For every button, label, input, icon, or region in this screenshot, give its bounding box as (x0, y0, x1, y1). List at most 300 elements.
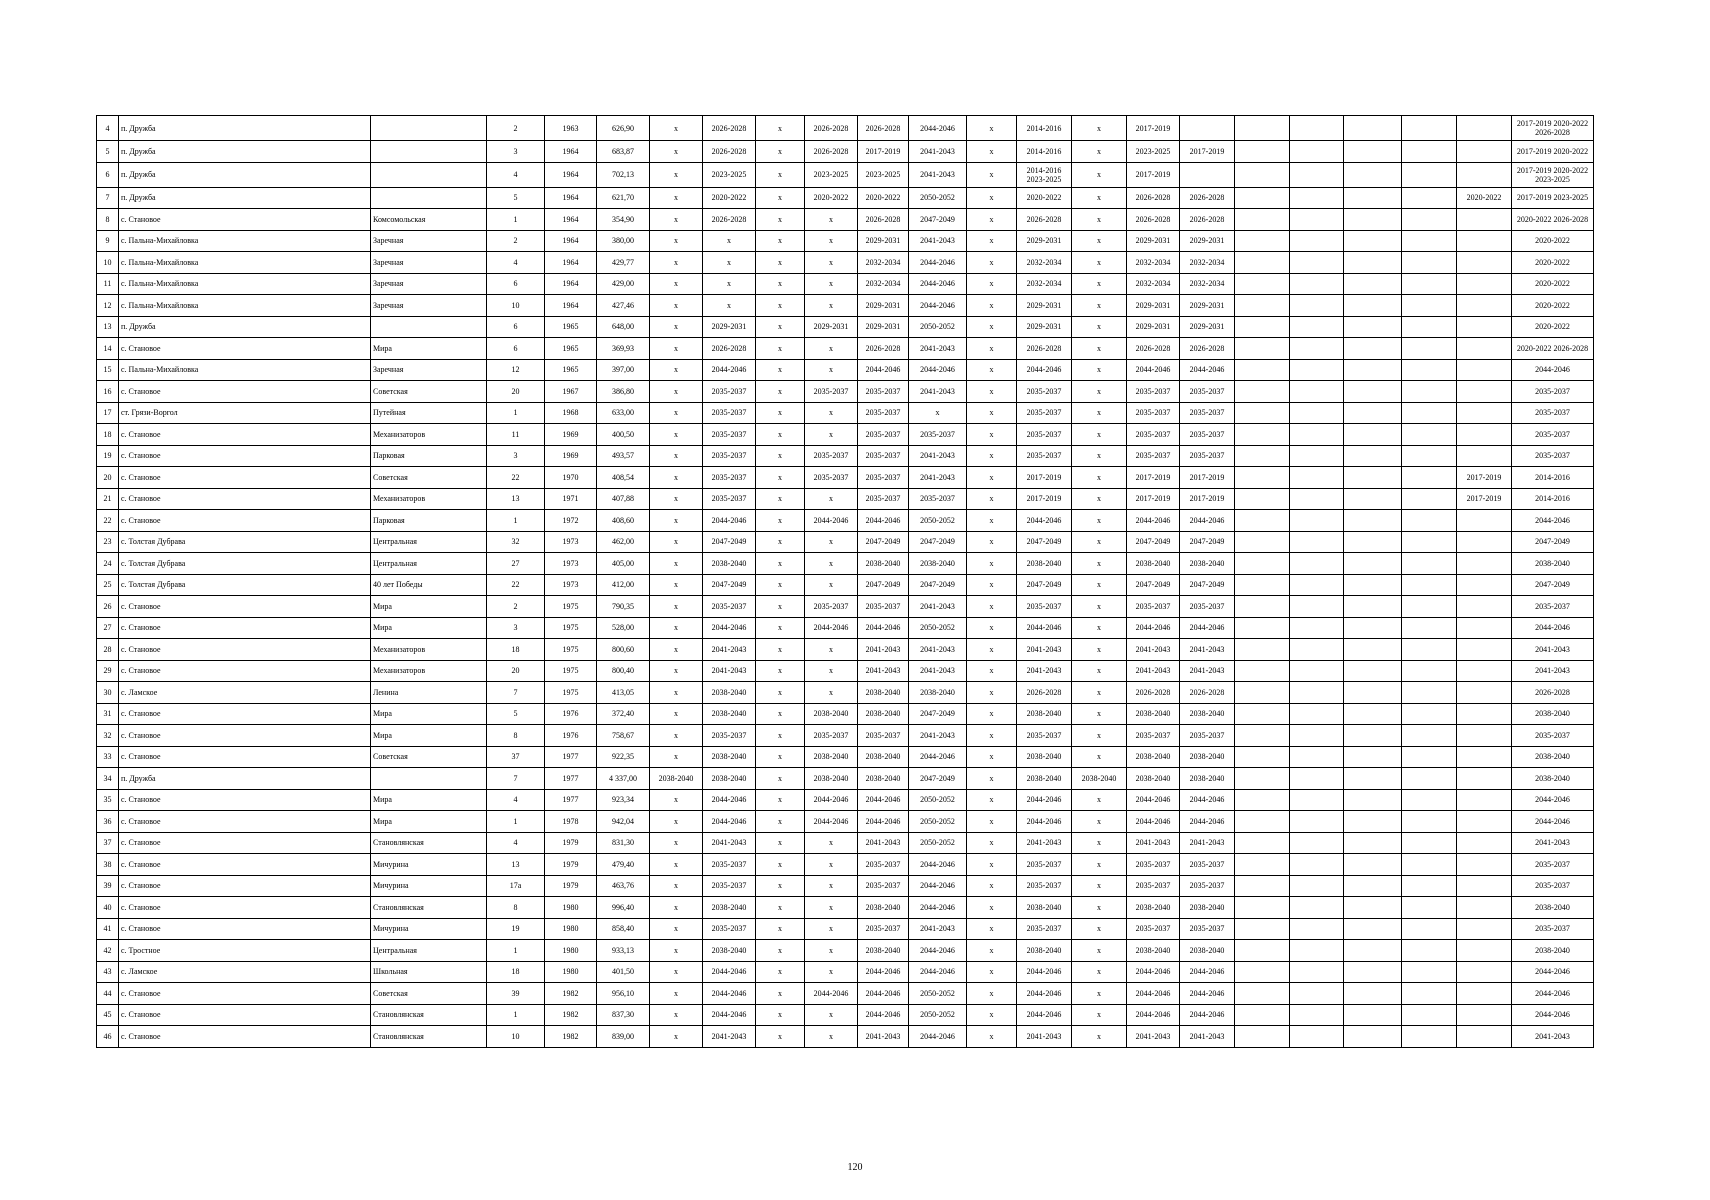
table-cell: х (756, 230, 805, 252)
table-cell: Парковая (371, 445, 487, 467)
table-cell: 2038-2040 (1180, 703, 1235, 725)
table-cell (1344, 359, 1402, 381)
table-cell: х (1072, 703, 1127, 725)
table-cell: 2044-2046 (1180, 811, 1235, 833)
table-cell: х (1072, 116, 1127, 141)
table-cell: х (650, 141, 703, 163)
table-cell (1290, 116, 1344, 141)
table-cell: 408,60 (597, 510, 650, 532)
table-cell: 22 (487, 467, 545, 489)
table-cell: Мира (371, 811, 487, 833)
table-cell: 405,00 (597, 553, 650, 575)
table-cell: 2047-2049 (703, 574, 756, 596)
table-cell: 2035-2037 (1512, 424, 1594, 446)
table-cell: 2044-2046 (909, 295, 967, 317)
table-cell: х (967, 1026, 1017, 1048)
table-cell: 2026-2028 (858, 209, 909, 231)
table-cell (1290, 811, 1344, 833)
table-cell: 2014-2016 (1017, 116, 1072, 141)
table-cell (1235, 811, 1290, 833)
table-cell: 2044-2046 (858, 1004, 909, 1026)
table-row (97, 116, 1594, 141)
table-cell: х (1072, 162, 1127, 187)
table-cell: с. Становое (119, 746, 371, 768)
table-cell: 2044-2046 (1017, 510, 1072, 532)
table-cell: 20 (97, 467, 119, 489)
table-cell: х (650, 703, 703, 725)
table-cell: х (805, 574, 858, 596)
table-cell: 2038-2040 (1017, 553, 1072, 575)
table-cell: х (756, 488, 805, 510)
table-cell: 2044-2046 (703, 961, 756, 983)
table-cell (1344, 961, 1402, 983)
table-cell: 2032-2034 (1180, 273, 1235, 295)
table-cell: 1 (487, 510, 545, 532)
table-cell: х (909, 402, 967, 424)
table-cell: 2026-2028 (703, 209, 756, 231)
table-cell (1235, 961, 1290, 983)
table-cell (1402, 1026, 1457, 1048)
table-cell: х (967, 445, 1017, 467)
table-cell: 758,67 (597, 725, 650, 747)
table-cell (1457, 295, 1512, 317)
table-cell (1402, 639, 1457, 661)
table-cell: 2038-2040 (1180, 746, 1235, 768)
table-cell: 2026-2028 (1127, 209, 1180, 231)
table-row (97, 768, 1594, 790)
table-cell: 528,00 (597, 617, 650, 639)
table-cell: 4 (487, 252, 545, 274)
table-cell: х (967, 574, 1017, 596)
table-cell: с. Становое (119, 660, 371, 682)
table-cell: х (756, 316, 805, 338)
table-cell: 2047-2049 (858, 574, 909, 596)
table-row (97, 402, 1594, 424)
table-cell: 1964 (545, 295, 597, 317)
table-row (97, 273, 1594, 295)
table-cell: 2 (487, 116, 545, 141)
table-cell: х (650, 273, 703, 295)
table-cell: с. Пальна-Михайловка (119, 273, 371, 295)
table-cell: х (756, 574, 805, 596)
table-cell: х (805, 918, 858, 940)
table-cell: 2035-2037 (858, 488, 909, 510)
table-cell: 2038-2040 (1180, 553, 1235, 575)
table-cell: 2035-2037 (858, 918, 909, 940)
table-cell (1290, 338, 1344, 360)
table-row (97, 703, 1594, 725)
table-cell: х (1072, 510, 1127, 532)
table-cell: 10 (487, 1026, 545, 1048)
table-cell (1290, 295, 1344, 317)
table-cell: с. Становое (119, 1004, 371, 1026)
table-cell: х (650, 940, 703, 962)
table-cell: х (805, 1004, 858, 1026)
table-cell (1290, 162, 1344, 187)
table-cell (1402, 209, 1457, 231)
table-cell: 2041-2043 (909, 445, 967, 467)
table-cell: 2038-2040 (650, 768, 703, 790)
table-cell: х (967, 402, 1017, 424)
table-cell (1344, 574, 1402, 596)
table-cell (1402, 510, 1457, 532)
table-cell: х (650, 381, 703, 403)
table-row (97, 639, 1594, 661)
table-cell (1457, 381, 1512, 403)
table-cell: 2044-2046 (858, 617, 909, 639)
table-cell: 2032-2034 (1127, 252, 1180, 274)
table-cell: х (967, 359, 1017, 381)
table-cell: х (650, 682, 703, 704)
table-cell (1235, 510, 1290, 532)
table-cell: х (1072, 445, 1127, 467)
table-cell: с. Становое (119, 875, 371, 897)
table-cell: Мира (371, 596, 487, 618)
table-cell: 17 (97, 402, 119, 424)
table-cell (1290, 467, 1344, 489)
table-cell: 2044-2046 (1180, 510, 1235, 532)
table-cell (1457, 445, 1512, 467)
table-cell: 2029-2031 (1180, 295, 1235, 317)
table-cell: 2044-2046 (909, 854, 967, 876)
table-cell: 2044-2046 (909, 252, 967, 274)
table-cell (1235, 445, 1290, 467)
table-cell: 1964 (545, 273, 597, 295)
table-cell (1457, 746, 1512, 768)
table-cell (1290, 141, 1344, 163)
table-cell: Мира (371, 789, 487, 811)
table-cell: с. Становое (119, 488, 371, 510)
table-cell: 25 (97, 574, 119, 596)
table-cell: х (756, 187, 805, 209)
table-cell: х (650, 295, 703, 317)
table-cell (1457, 789, 1512, 811)
table-cell: х (967, 811, 1017, 833)
table-cell: с. Становое (119, 467, 371, 489)
table-cell: х (967, 897, 1017, 919)
table-cell (1235, 574, 1290, 596)
table-cell: 2017-2019 (1180, 488, 1235, 510)
table-cell: 2017-2019 (1127, 116, 1180, 141)
table-cell: 39 (97, 875, 119, 897)
table-cell: 2035-2037 (858, 725, 909, 747)
table-cell: 1973 (545, 553, 597, 575)
table-cell: 2041-2043 (1180, 660, 1235, 682)
table-cell: 2032-2034 (858, 252, 909, 274)
table-cell: 2038-2040 (909, 553, 967, 575)
table-cell: 2035-2037 (805, 467, 858, 489)
table-cell: с. Становое (119, 209, 371, 231)
table-cell: 2035-2037 (1127, 445, 1180, 467)
table-cell: с. Становое (119, 424, 371, 446)
table-cell: 2014-2016 2023-2025 (1017, 162, 1072, 187)
table-cell (1402, 768, 1457, 790)
table-cell (1402, 875, 1457, 897)
table-cell: 2035-2037 (703, 875, 756, 897)
table-cell: х (967, 488, 1017, 510)
table-cell: х (967, 789, 1017, 811)
table-cell: 2035-2037 (858, 402, 909, 424)
table-cell: 386,80 (597, 381, 650, 403)
table-cell: 2017-2019 (1017, 488, 1072, 510)
table-cell: 2038-2040 (858, 768, 909, 790)
table-cell: 2035-2037 (1127, 918, 1180, 940)
table-cell: с. Толстая Дубрава (119, 553, 371, 575)
table-cell (1402, 725, 1457, 747)
table-cell: 2038-2040 (1127, 940, 1180, 962)
table-cell: 2044-2046 (858, 811, 909, 833)
table-cell: х (756, 811, 805, 833)
table-cell: 2026-2028 (703, 141, 756, 163)
table-cell (1235, 402, 1290, 424)
table-cell: 2035-2037 (1017, 445, 1072, 467)
table-cell: х (805, 961, 858, 983)
table-cell: 1969 (545, 445, 597, 467)
table-cell: 39 (487, 983, 545, 1005)
table-cell (1402, 789, 1457, 811)
table-cell (1344, 746, 1402, 768)
table-cell: 2035-2037 (1017, 918, 1072, 940)
table-cell: 2044-2046 (1127, 983, 1180, 1005)
table-cell (1290, 1026, 1344, 1048)
table-cell: 2044-2046 (1180, 789, 1235, 811)
table-cell: 2017-2019 2020-2022 2026-2028 (1512, 116, 1594, 141)
table-cell: 2035-2037 (1180, 918, 1235, 940)
table-cell: х (967, 768, 1017, 790)
table-cell: 2035-2037 (1017, 424, 1072, 446)
table-cell (1344, 596, 1402, 618)
table-cell (1457, 811, 1512, 833)
table-cell: 2035-2037 (1180, 445, 1235, 467)
table-cell (1402, 897, 1457, 919)
table-cell: 12 (97, 295, 119, 317)
table-cell: 2041-2043 (703, 1026, 756, 1048)
table-cell: 15 (97, 359, 119, 381)
table-cell: 20 (487, 660, 545, 682)
table-cell: х (650, 209, 703, 231)
table-cell: х (650, 961, 703, 983)
table-cell: 2041-2043 (858, 1026, 909, 1048)
table-cell (1457, 639, 1512, 661)
table-cell: 2020-2022 (1512, 295, 1594, 317)
table-cell: х (805, 488, 858, 510)
table-cell: 369,93 (597, 338, 650, 360)
table-cell (1344, 1026, 1402, 1048)
table-row (97, 531, 1594, 553)
table-cell: 1977 (545, 789, 597, 811)
table-cell: с. Становое (119, 725, 371, 747)
table-cell: х (756, 162, 805, 187)
table-cell: 2038-2040 (909, 682, 967, 704)
table-cell (1402, 252, 1457, 274)
table-cell: 2035-2037 (805, 725, 858, 747)
table-cell: с. Ламское (119, 961, 371, 983)
table-row (97, 316, 1594, 338)
table-cell (1402, 424, 1457, 446)
table-cell (1235, 617, 1290, 639)
table-cell: 2035-2037 (805, 596, 858, 618)
table-cell (1457, 961, 1512, 983)
table-cell: 3 (487, 141, 545, 163)
table-cell: 463,76 (597, 875, 650, 897)
table-cell (1402, 940, 1457, 962)
table-cell (1235, 832, 1290, 854)
table-cell (1290, 359, 1344, 381)
table-cell: х (650, 639, 703, 661)
table-cell: с. Становое (119, 854, 371, 876)
table-cell: 43 (97, 961, 119, 983)
table-cell: 2044-2046 (1512, 961, 1594, 983)
table-cell: 2041-2043 (703, 660, 756, 682)
table-cell (1235, 725, 1290, 747)
table-cell (1290, 553, 1344, 575)
table-cell: 2026-2028 (1180, 682, 1235, 704)
table-cell (1290, 424, 1344, 446)
table-cell: 2026-2028 (1512, 682, 1594, 704)
table-cell: 621,70 (597, 187, 650, 209)
table-cell (1290, 273, 1344, 295)
table-row (97, 338, 1594, 360)
table-cell: х (1072, 402, 1127, 424)
table-cell: х (967, 660, 1017, 682)
table-cell: 2029-2031 (858, 295, 909, 317)
table-cell: х (650, 187, 703, 209)
table-cell: 18 (487, 961, 545, 983)
table-cell (1235, 209, 1290, 231)
table-cell: х (967, 617, 1017, 639)
table-cell: 702,13 (597, 162, 650, 187)
table-cell: 2014-2016 (1017, 141, 1072, 163)
page-number: 120 (847, 1162, 863, 1173)
table-row (97, 553, 1594, 575)
table-cell: 2044-2046 (1017, 1004, 1072, 1026)
table-cell (1290, 918, 1344, 940)
table-cell: 7 (487, 768, 545, 790)
table-cell: 2038-2040 (805, 703, 858, 725)
table-cell: 1980 (545, 897, 597, 919)
table-cell: 18 (97, 424, 119, 446)
table-cell (1457, 553, 1512, 575)
table-cell: 2026-2028 (1127, 187, 1180, 209)
table-cell (1344, 141, 1402, 163)
table-cell: х (756, 402, 805, 424)
table-cell: 20 (487, 381, 545, 403)
table-cell (1457, 682, 1512, 704)
table-cell: 2038-2040 (1180, 897, 1235, 919)
table-cell: 2041-2043 (909, 381, 967, 403)
table-cell: 2044-2046 (1180, 1004, 1235, 1026)
table-cell: 44 (97, 983, 119, 1005)
table-cell: х (650, 875, 703, 897)
table-cell: 2020-2022 (1017, 187, 1072, 209)
table-cell (1290, 617, 1344, 639)
table-cell: 4 (487, 162, 545, 187)
table-cell (1235, 381, 1290, 403)
table-cell: 2035-2037 (1017, 402, 1072, 424)
table-cell: х (967, 875, 1017, 897)
table-cell: х (967, 940, 1017, 962)
table-cell: х (756, 875, 805, 897)
table-cell: 4 337,00 (597, 768, 650, 790)
table-cell: 790,35 (597, 596, 650, 618)
table-cell: х (756, 209, 805, 231)
table-cell: 16 (97, 381, 119, 403)
table-cell: 46 (97, 1026, 119, 1048)
table-cell: х (756, 660, 805, 682)
table-cell: 837,30 (597, 1004, 650, 1026)
table-cell: х (967, 467, 1017, 489)
table-cell: 2029-2031 (1017, 316, 1072, 338)
table-cell: х (650, 617, 703, 639)
table-row (97, 510, 1594, 532)
table-cell: 1964 (545, 187, 597, 209)
table-cell: 831,30 (597, 832, 650, 854)
table-cell: х (703, 230, 756, 252)
table-cell: 2050-2052 (909, 617, 967, 639)
table-cell: х (756, 940, 805, 962)
table-cell: 2044-2046 (909, 359, 967, 381)
table-cell: 427,46 (597, 295, 650, 317)
table-cell (1457, 596, 1512, 618)
table-cell: 2044-2046 (909, 940, 967, 962)
table-cell (1344, 252, 1402, 274)
table-cell: 2017-2019 (1017, 467, 1072, 489)
table-cell: Парковая (371, 510, 487, 532)
table-cell: 1977 (545, 746, 597, 768)
table-cell: 2023-2025 (858, 162, 909, 187)
table-cell: х (967, 854, 1017, 876)
table-cell: 1976 (545, 703, 597, 725)
table-cell: Советская (371, 467, 487, 489)
table-cell (1344, 768, 1402, 790)
table-cell: х (650, 811, 703, 833)
table-cell: 2026-2028 (1127, 682, 1180, 704)
table-cell: 2029-2031 (1180, 230, 1235, 252)
table-cell: 2047-2049 (909, 209, 967, 231)
table-cell: 2035-2037 (858, 596, 909, 618)
table-cell: 2044-2046 (1017, 359, 1072, 381)
table-cell: 2035-2037 (1127, 424, 1180, 446)
table-row (97, 832, 1594, 854)
table-cell: 2038-2040 (858, 682, 909, 704)
table-cell: 839,00 (597, 1026, 650, 1048)
table-cell: 401,50 (597, 961, 650, 983)
table-cell (1344, 832, 1402, 854)
table-cell (1402, 467, 1457, 489)
table-cell: 354,90 (597, 209, 650, 231)
table-cell: 2038-2040 (703, 897, 756, 919)
table-cell: 2023-2025 (1127, 141, 1180, 163)
table-cell: 1965 (545, 359, 597, 381)
table-cell (371, 187, 487, 209)
table-cell (1235, 187, 1290, 209)
table-cell: 2044-2046 (703, 983, 756, 1005)
table-cell: 2035-2037 (703, 488, 756, 510)
table-cell: 2026-2028 (1017, 209, 1072, 231)
table-cell: 2044-2046 (1017, 811, 1072, 833)
table-cell: Становлянская (371, 1004, 487, 1026)
table-cell: 2041-2043 (1127, 832, 1180, 854)
table-cell: 2026-2028 (703, 116, 756, 141)
table-cell: 2047-2049 (909, 531, 967, 553)
table-cell: х (967, 273, 1017, 295)
table-cell: х (805, 424, 858, 446)
table-cell: х (967, 746, 1017, 768)
table-cell: 2044-2046 (1017, 789, 1072, 811)
table-cell: х (1072, 832, 1127, 854)
table-cell: 2041-2043 (1512, 660, 1594, 682)
table-cell: Механизаторов (371, 639, 487, 661)
